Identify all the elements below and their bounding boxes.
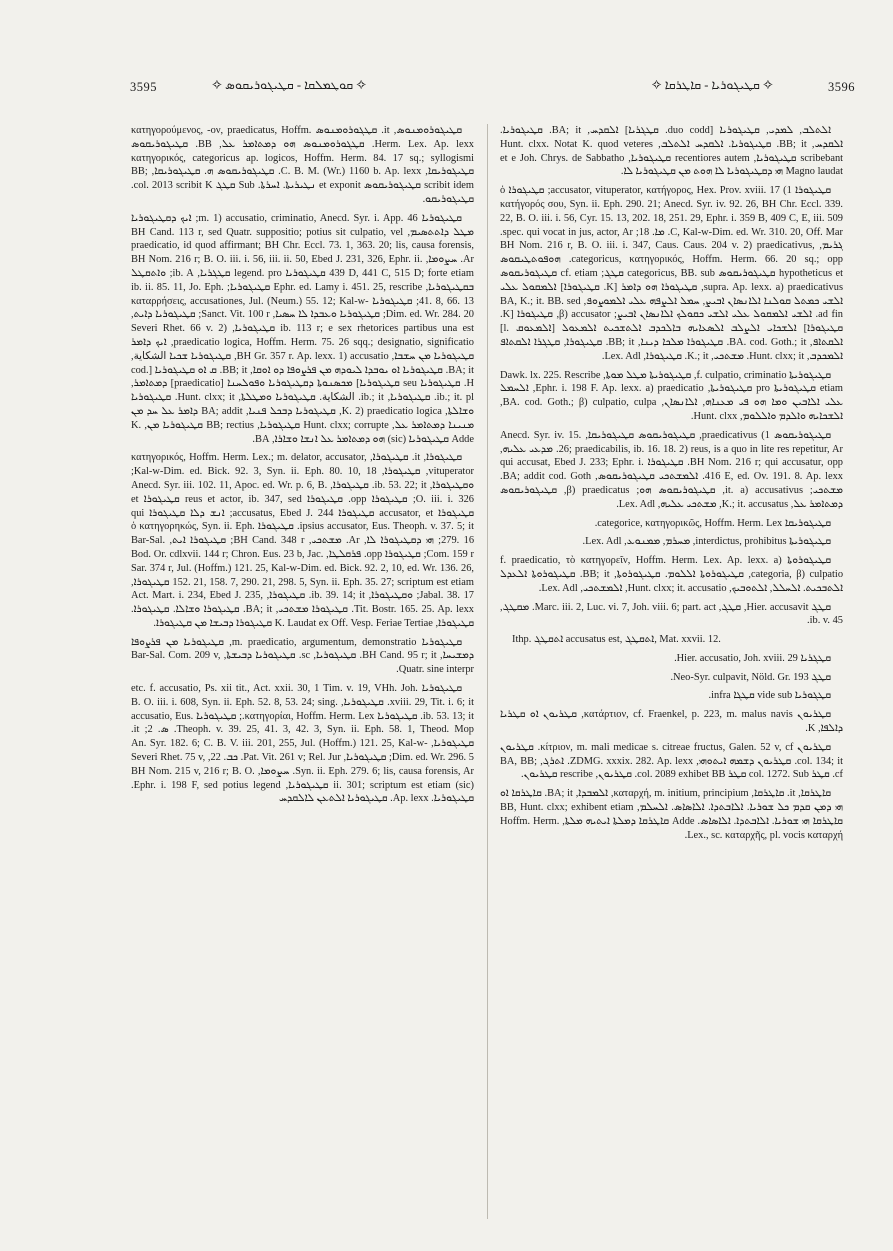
dictionary-entry: ܩܛܝܓܘܪܘܡܢܘܣ, it. ܩܛܓܘܪܘܡܢܘܣ κατηγορούμενος, -ον, praedicatus, Hoffm. Herm. Lex. Ap. lexx. ܩܛܓܘܪܘܡܢܘܣ ܗܘ ܕܡܬܐܡܪ ܥܠ, BB. ܩܛܝܓܘܪܝܩܘܣ κατηγορικός, categoricus ap. logicos, Hoffm. Herm. 84. 17 sq.; syllogismi ܩܛܝܓܘܪܝܩܐ, C. B. M. (Wr.) 1160 b. Ap. lexx. ܩܛܝܓܘܪܝܩܘܣ ܗ. ܩܛܝܓܘܪܝܩܐ, BB; scribit idem ܩܛܝܓܘܪܝܩܘܣ et exponit ܢܛܝܪܝܬܐ. ܐܚܪܬܐ. Sub ܩܛܓ col. 2013 scribit K. ܩܛܝܓܘܪܝܩܘ. [131, 125, 474, 205]
right-column [500, 124, 843, 1219]
dictionary-entry: ܩܛܝܓܘܪܝܬܐ f. culpatio, criminatio, ܩܛܝܓܘܪܝܬܐ ܡܛܠ ܡܘܬܐ, Dawk. lx. 225. Rescribe etiam ܩܛܝܓܘܪܝܬܐ pro ܩܛܝܓܘܪܝܬܐ, Ephr. i. 198 F. Ap. lexx. a) praedicatio, ܐܠܚܡܠ ܥܠܝ ܐܠܐܒܝܢ ܘܡܐ ܗܘ ܦܝ ܡܥܢܐܗ, ܐܠܐܢܣܐܢ, BA. cod. Goth.; β) culpatio, culpa, ܐܠܫܟܐܝܗ ܘܐܠܕܡ ܘܐܠܠܘܡ, Hunt. clxx. [500, 369, 843, 422]
dictionary-entry: ܩܛܝܓܘܪܐ 1) accusator, vituperator, κατήγορος, Hex. Prov. xviii. 17; ܩܛܝܓܘܪܐ ὁ κατήγορός σου, Syn. ii. Eph. 290. 21; Anecd. Syr. iv. 92. 26, BH Chr. Eccl. 339. 22, B. O. iii. i. 56, Cyr. 15. 13, 202. 18, 251. 29, Ephr. i. 359 B, 409 C, E, iii. 509 C, Kal-w-Dim. ed. Wr. 310. 20, Off. Mar. ܡܐ. 18; spec. qui vocat in jus, actor, Ar. ܓܪܝܡ, BH Nom. 216 r, B. O. iii. i. 347, Caus. Caus. 204 v. 2) praedicativus, categoricus, κατηγορικός, Hoffm. Herm. 66. 20 sq.; opp. ܗܘܦܘܬܛܝܩܘܣ hypotheticus et ܩܛܝܓܘܪܝܩܘܣ categoricus, BB. sub ܩܛܓ; cf. etiam ܩܛܝܓܘܪܝܩܘܣ supra. Ap. lexx. a) praedicativus, ܩܛܝܓܘܪܐ ܗܘ ܕܐܡܪ [K. ܩܛܝܓܘܪܐ] ܐܠܡܩܘܠ ܥܠܝ ܐܠܫܝ ܟܡܬܠ ܩܘܠܢܐ ܐܠܐܢܣܐܢ ܐܒܝܨ, ܚܡܠ ܐܠܨܦܗ ܥܠܝ ܐܠܡܘܨܘܦ, BA, K.; it. BB. sed ad fin. ܐܠܫܝ ܐܠܡܩܘܠ ܥܠܝ ܐܠܫܝ ܟܩܘܠܟ ܐܠܐܢܣܐܢ ܐܒܝܨ; β) accusator, ܩܛܝܓܘܪܐ [K. ܩܛܝܓܘܪܐ] ܐܠܫܟܐܝ ܐܠܨܠܒ ܐܠܣܥܐܝܗ ܒܐܠܟܕܒ ܐܠܬܫܟܝܬ ܐܠܡܥܘܠ [ܐܠܡܥܘܩ .l] ܐܠܩܬܐܦ, BA. cod. Goth.; it. ܩܛܝܓܘܪܐ ܡܠܟܐ ܕܝܢܐ, BB; it. ܩܛܝܓܘܪܐ, ܩܛܓܪܐ ܐܠܩܬܐܦ ܐܠܡܟܕܒ, Hunt. clxx; it. ܡܫܬܟܝ, K.; it. ܩܛܝܓܘܪܐ, Lex. Adl. [500, 185, 843, 362]
dictionary-entry: ܩܛܝܓܘܪܝܩܘܣ 1) praedicativus, ܩܛܝܓܘܪܝܩܘܣ ܩܛܝܓܘܪܝܩܐ, Anecd. Syr. iv. 15. 26; praedicabilis, ib. 16. 18. 2) reus, is a quo in lite res repetitur, Ar. ܡܕܥܝ ܥܠܝܗ, BH Nom. 216 r; qui accusatur, opp. ܩܛܝܓܘܪܐ qui accusat, Ebed J. 233; Ephr. i. 416 E, ed. Ov. 191. 8. Ap. lexx. ܐܠܡܫܬܟܝ ܩܛܝܓܘܪܝܩܘܣ, BA; addit cod. Goth. ܡܫܬܟܝ; it. a) accusativus, ܩܛܝܓܘܪܝܩܘܣ ܗܘ; β) praedicatus, ܩܛܝܓܘܪܝܩܘܣ ܕܡܬܐܡܪ ܥܠ, K.; it. accusatus, ܡܫܬܟܝ ܥܠܝܗ, Lex. Adl. [500, 429, 843, 510]
dictionary-entry: ܐܠܬܠܒ, ܠܡܕܝ, ܩܛܝܓܘܪܝܐ [duo codd. ܩܛܓܪܝܐ] ܐܠܩܕܚ, BA; it. ܩܛܝܓܘܪܝܐ. ܐܠܩܕܚ, BB; it. ܩܛܝܓܘܪܝܐ. ܐܠܩܕܚ ܐܠܬܠܒ, Hunt. clxx. Notat K. quod veteres scribebant ܩܛܝܓܘܪܝܐ, recentiores autem ܩܛܝܓܘܪܝܐ, et e Joh. Chrys. de Sabbatho Magno laudat ܗܝ ܕܩܛܝܓܘܪܝܐ ܠܐ ܗܘܬ ܡܢ ܩܛܝܓܘܪܝܐ ܠܐ. [500, 125, 843, 178]
dictionary-entry: ܩܛܝܓܘܪܝܐ etc. f. accusatio, Ps. xii tit., Act. xxii. 30, 1 Tim. v. 19, VHh. Joh. xviii. 29, Tit. i. 6; it. ܩܛܝܓܘܪܝܐ, B. O. iii. i. 608, Syn. ii. Eph. 52. 8, 53. 24; sing. ib. 53. 13; it. ܩܛܝܓܘܪܝܐ κατηγορίαι, Hoffm. Herm. Lex.; ܩܛܝܓܘܪܝܐ accusatio, Eus. Theoph. v. 39. 25, 41. 3, 42. 3, Syn. ii. Eph. 58. 1, Theod. Mop. ܣ. 2; it. ܩܛܝܓܘܪܝܐ, An. Syr. 182. 6; C. B. V. iii. 201, 255, Jul. (Hoffm.) 121. 25, Kal-w-Dim. ed. Wr. 296. 5; ܩܛܝܓܘܪܝܐ, Pat. Vit. 261 v; Rel. Jur. ܟܒ. 22, Severi Rhet. 75 v, Syn. ii. Eph. 279. 6; lis, causa forensis, Ar. ܚܨܘܡܐ, BH Nom. 215 v, 216 r; B. O. ii. 301; scriptum est etiam (sic) ܩܛܝܓܘܪܝܐ, Ephr. i. 198 F, sed potius legend. ܩܛܝܓܘܪܝܐ. Ap. lexx. ܩܛܝܓܘܪܝܐ ܐܠܬܥܢ ܠܐܠܩܕܚ [131, 683, 474, 805]
dictionary-entry: ܩܛܝܓܘܪܝܐ m. praedicatio, argumentum, demonstratio, ܩܛܝܓܘܪܝܐ ܡܢ ܦܪܨܘܦܐ ܕܡܫܝܚܐ, BH Cand. 95 r; it. ܩܛܝܓܘܪܝܐ, sc. ܩܛܝܓܘܪܝܐ ܕܒܝܫܬܐ, Bar-Sal. Com. 209 v, Quatr. sine interpr. [131, 636, 474, 676]
dictionary-entry: ܩܐܛܪܩܐ, it. ܩܐܛܪܩܐ, καταρχή, m. initium, principium, ܐܠܡܒܕܐ, BA; it. ܩܐܛܪܩܐ ܐܘ ܗܝ ܕܡܢ ܩܕܡ ܟܠ ܫܘܪܝܐ. ܐܠܐܒܬܕܐ. ܐܠܐܣܐܣ. ܐܠܚܠܡ, BB, Hunt. clxx; exhibent etiam ܩܐܛܪܩܐ ܗܝ ܫܘܪܝܐ. ܐܠܐܒܬܕܐ. ܐܠܐܣܐܣ. Adde ܩܐܛܪܩܐ ܕܡܠܬܐ ܐܝܬܝܗ ܡܠܬܐ, Hoffm. Herm. Lex., sc. καταρχῆς, pl. vocis καταρχή. [500, 788, 843, 841]
running-title-left: ✧ ܩܘܛܡܠܩܐ - ܩܛܝܓܘܪܝܩܘܣ ✧ [212, 78, 367, 92]
running-title-right: ✧ ܩܛܝܓܘܪܝܐ - ܩܐܛܪܩܐ ✧ [651, 78, 773, 92]
dictionary-entry: ܩܛܝܓܘܪܘܬܐ f. praedicatio, τὸ κατηγορεῖν, Hoffm. Herm. Lex. Ap. lexx. a) categoria, β) culpatio, ܩܛܝܓܘܪܘܬܐ ܐܠܠܘܡ. ܩܛܝܓܘܪܘܬܐ, BB; it. ܩܛܝܓܘܪܘܬܐ ܐܠܥܕܠ ܐܠܬܒܟܝܬ. ܐܠܚܠܠ, ܐܠܬܘܒܝܟ, Hunt. clxx; it. accusatio, ܐܠܡܫܬܟܝ, Lex. Adl. [500, 555, 843, 594]
dictionary-entry: ܩܛܪܝܘܢ κατάρτιον, cf. Fraenkel, p. 223, m. malus navis, ܩܛܪܝܘܢ ܐܘ ܩܛܪܝܐ ܕܐܠܦܐ, K. [500, 709, 843, 735]
dictionary-entry: ܩܛܓ Neo-Syr. culpavit, Nöld. Gr. 193. [670, 671, 831, 683]
dictionary-entry: ܩܛܓܘܪܝܐ vide sub ܩܛܓܐ infra. [708, 690, 831, 702]
dictionary-entry: ܩܛܓ Hier. accusavit, ܩܛܓ, Marc. iii. 2, Luc. vi. 7, Joh. viii. 6; part. act. ܡܩܛܓ, ib. v. 45. [500, 601, 843, 627]
dictionary-entry: Ithp. ܐܬܩܛܓ accusatus est, ܐܬܩܛܓ, Mat. xxvii. 12. [512, 634, 721, 646]
dictionary-entry: ܩܛܝܓܘܪܝܩܐ categorice, κατηγορικῶς, Hoffm. Herm. Lex. [594, 517, 831, 529]
page-number-left: 3595 [130, 80, 157, 94]
dictionary-entry: ܩܛܝܓܘܪܐ, it. ܩܛܝܓܘܪܐ, κατηγορικός, Hoffm. Herm. Lex.; m. delator, accusator, vituperator, ܩܛܝܓܘܪܐ, Kal-w-Dim. ed. Bick. 92. 3, Syn. ii. Eph. 80. 10, 18; ܘܩܛܝܓܘܪܐ, ib. 53. 22; it. ܩܛܝܓܘܪܐ, Anecd. Syr. iii. 102. 11, Apoc. ed. Wr. p. 6, B. O. iii. i. 326; ܩܛܝܓܘܪܐ opp. ܩܛܝܓܘܪܐ reus et actor, ib. 347, sed ܩܛܝܓܘܪܐ et ܩܛܝܓܘܪܐ accusator, et ܩܛܝܓܘܪܐ accusatus, Ebed J. 244; ܐܢܫ ܕܠܐ ܩܛܝܓܘܪܐ qui ipsius accusator, Eus. Theoph. v. 37. 5; it. ܩܛܝܓܘܪܐ ὁ κατηγορηκώς, Syn. ii. Eph. 279. 16; ܗܝ ܕܩܛܝܓܘܪܐ ܠܐ, Ar. ܡܫܬܟܝ, BH Cand. 348 r; ܩܛܝܓܘܪܐ ܐܝܬ, Bar-Sal. Com. 159 r; ܩܛܝܓܘܪܐ opp. ܦܪܩܠܛܐ, Bod. Or. cdlxvii. 144 r; Chron. Eus. 23 b, Jac. Sar. 374 r, Jul. (Hoffm.) 121. 25, Kal-w-Dim. ed. Bick. 92. 2, 10, ed. Wr. 136. 26, 152. 21, 158. 7, 290. 21, 298. 5, Syn. ii. Eph. 35. 27; scriptum est etiam ܩܛܝܓܘܪܐ, Jabal. 38. 17; ܘܩܛܝܓܘܪܐ, ib. 39. 14; it. ܩܛܝܓܘܪܐ, Act. Mart. i. 234, Ebed J. 235, Tit. Bostr. 165. 25. Ap. lexx. ܩܛܝܓܘܪܐ ܡܫܬܟܝ, BA; it. ܩܛܝܓܘܪܐ ܘܫܐܠܐ. ܩܛܝܓܘܪܐ. ܩܛܝܓܘܪܐ, K. Laudat ex Off. Vesp. Feriae Tertiae ܩܛܝܓܘܪܐ ܕܒܝܫܐ ܡܢ ܩܛܝܓܘܪܐ. [131, 452, 474, 629]
dictionary-entry: ܩܛܝܓܘܪܝܬܐ interdictus, prohibitus, ܡܚܪܡ, ܡܡܢܘܥ, Lex. Adl. [582, 536, 831, 548]
dictionary-entry: ܩܛܪܝܘܢ κίτριον, m. mali medicae s. citreae fructus, Galen. 52 v, cf. ܩܛܪܝܘܢ col. 134; it. ܩܛܪܝܘܢ ܕܫܡܗ ܐܝܬܘܗܝ, ZDMG. xxxix. 282. Ap. lexx. ܐܬܪܓ, BA, BB; cf. ܩܛܪ col. 1272. Sub ܩܛܪ col. 2089 exhibet BB. ܩܛܪܝܘܢ, rescribe ܩܛܪܝܘܢ. [500, 741, 843, 781]
left-column [131, 124, 474, 1219]
page-number-right: 3596 [828, 80, 855, 94]
dictionary-entry: ܩܛܓܪܝܐ Hier. accusatio, Joh. xviii. 29. [674, 652, 831, 664]
column-divider [487, 124, 488, 1219]
dictionary-entry: ܩܛܝܓܘܪܝܐ m. 1) accusatio, criminatio, Anecd. Syr. i. App. 46; ܐܝܟ ܕܩܛܝܓܘܪܝܐ ܡܛܠ ܕܐܬܬܣܝܡ, BH Cand. 113 r, sed Quatr. suppositio; potius sit culpatio, vel praedicatio, id quod affirmant; BH Chr. Eccl. 73. 1, 363. 20; lis, causa forensis, Ar. ܚܨܘܡܐ, BH Nom. 216 r; B. O. iii. i. 56, iii. ii. 50, Ebed J. 231, 326, Ephr. ii. 439 D, 441 C, 515 D; forte etiam ܩܛܝܓܘܪܝܐ legend. pro ܩܛܓܪܝܐ, ib. A; ܘܐܬܩܛܠ ܒܩܛܝܓܘܪܝܐ, Ephr. ed. Lamy i. 451. 25, rescribe ܩܛܝܓܘܪܝܐ; ib. ii. 85. 11, Jo. Eph. 41. 8, 66. 13; ܩܛܝܓܘܪܝܐ καταρρήσεις, accusationes, Jul. (Neum.) 55. 12; Kal-w-Dim. ed. Wr. 284. 20; ܩܛܝܓܘܪܝܐ ܘܥܒܕܐ ܠܐ ܚܣܝܐ, Sanct. Vit. 100 r; ܩܛܝܓܘܪܝܐ ܕܐܝܬ, ib. 113 r; e sex rhetorices partibus una est ܩܛܝܓܘܪܝܐ, Severi Rhet. 66 v. 2) praedicatio logica, Hoffm. Herm. 75. 26 sqq.; designatio, significatio, ܐܝܟ ܕܐܡܪ ܩܛܝܓܘܪܝܐ ܡܢ ܚܫܒܐ, BH Gr. 357 r. Ap. lexx. 1) accusatio, ܩܛܝܓܘܪܝܐ ܫܟܝܐ الشكاية, BA; it. ܩܛܝܓܘܪܝܐ ܐܘ ܝܘܒܕܐ ܠܝܘܕܗ ܡܢ ܦܪܨܘܦܐ ܕܘ ܐܘܩܐ, BB; it. ܩ ܐܘ ܩܛܝܓܘܪܝܐ [cod. H. ܩܛܝܓܘܪܝܐ seu ܩܛܝܓܘܪܝܐ] ܡܟܣܢܘܬܐ ܕܩܛܝܓܘܪܝܐ ܘܦܘܠܚܢܐ [praedicatio] ܕܡܬܐܡܪ, ib.; it. pl. ܩܛܝܓܘܪܝܐ, ib.; it. الشكاية. ܩܛܝܓܘܪܝܐ ܘܡܛܠܬܐ, Hunt. clxx; it. ܩܛܝܓܘܪܝܐ ܘܫܐܠܬܐ, K. 2) praedicatio logica, ܩܛܝܓܘܪܝܐ ܕܒܟܠ ܦܢܝܐ, BA; addit ܕܐܡܪ ܥܠ ܚܕ ܡܢ ܡܢܝܢܐ ܕܡܬܐܡܪ ܥܠ, Hunt. clxx; corrupte ܩܛܝܓܘܪܝܐ, BB; rectius ܩܛܝܓܘܪܝܐ ܡܢ, K. Adde ܩܛܝܓܘܪܝܐ (sic) ܗܘ ܕܡܬܐܡܪ ܥܠ ܐܢܫܐ ܘܫܐܪܐ, BA. [131, 212, 474, 445]
running-head [130, 76, 855, 98]
